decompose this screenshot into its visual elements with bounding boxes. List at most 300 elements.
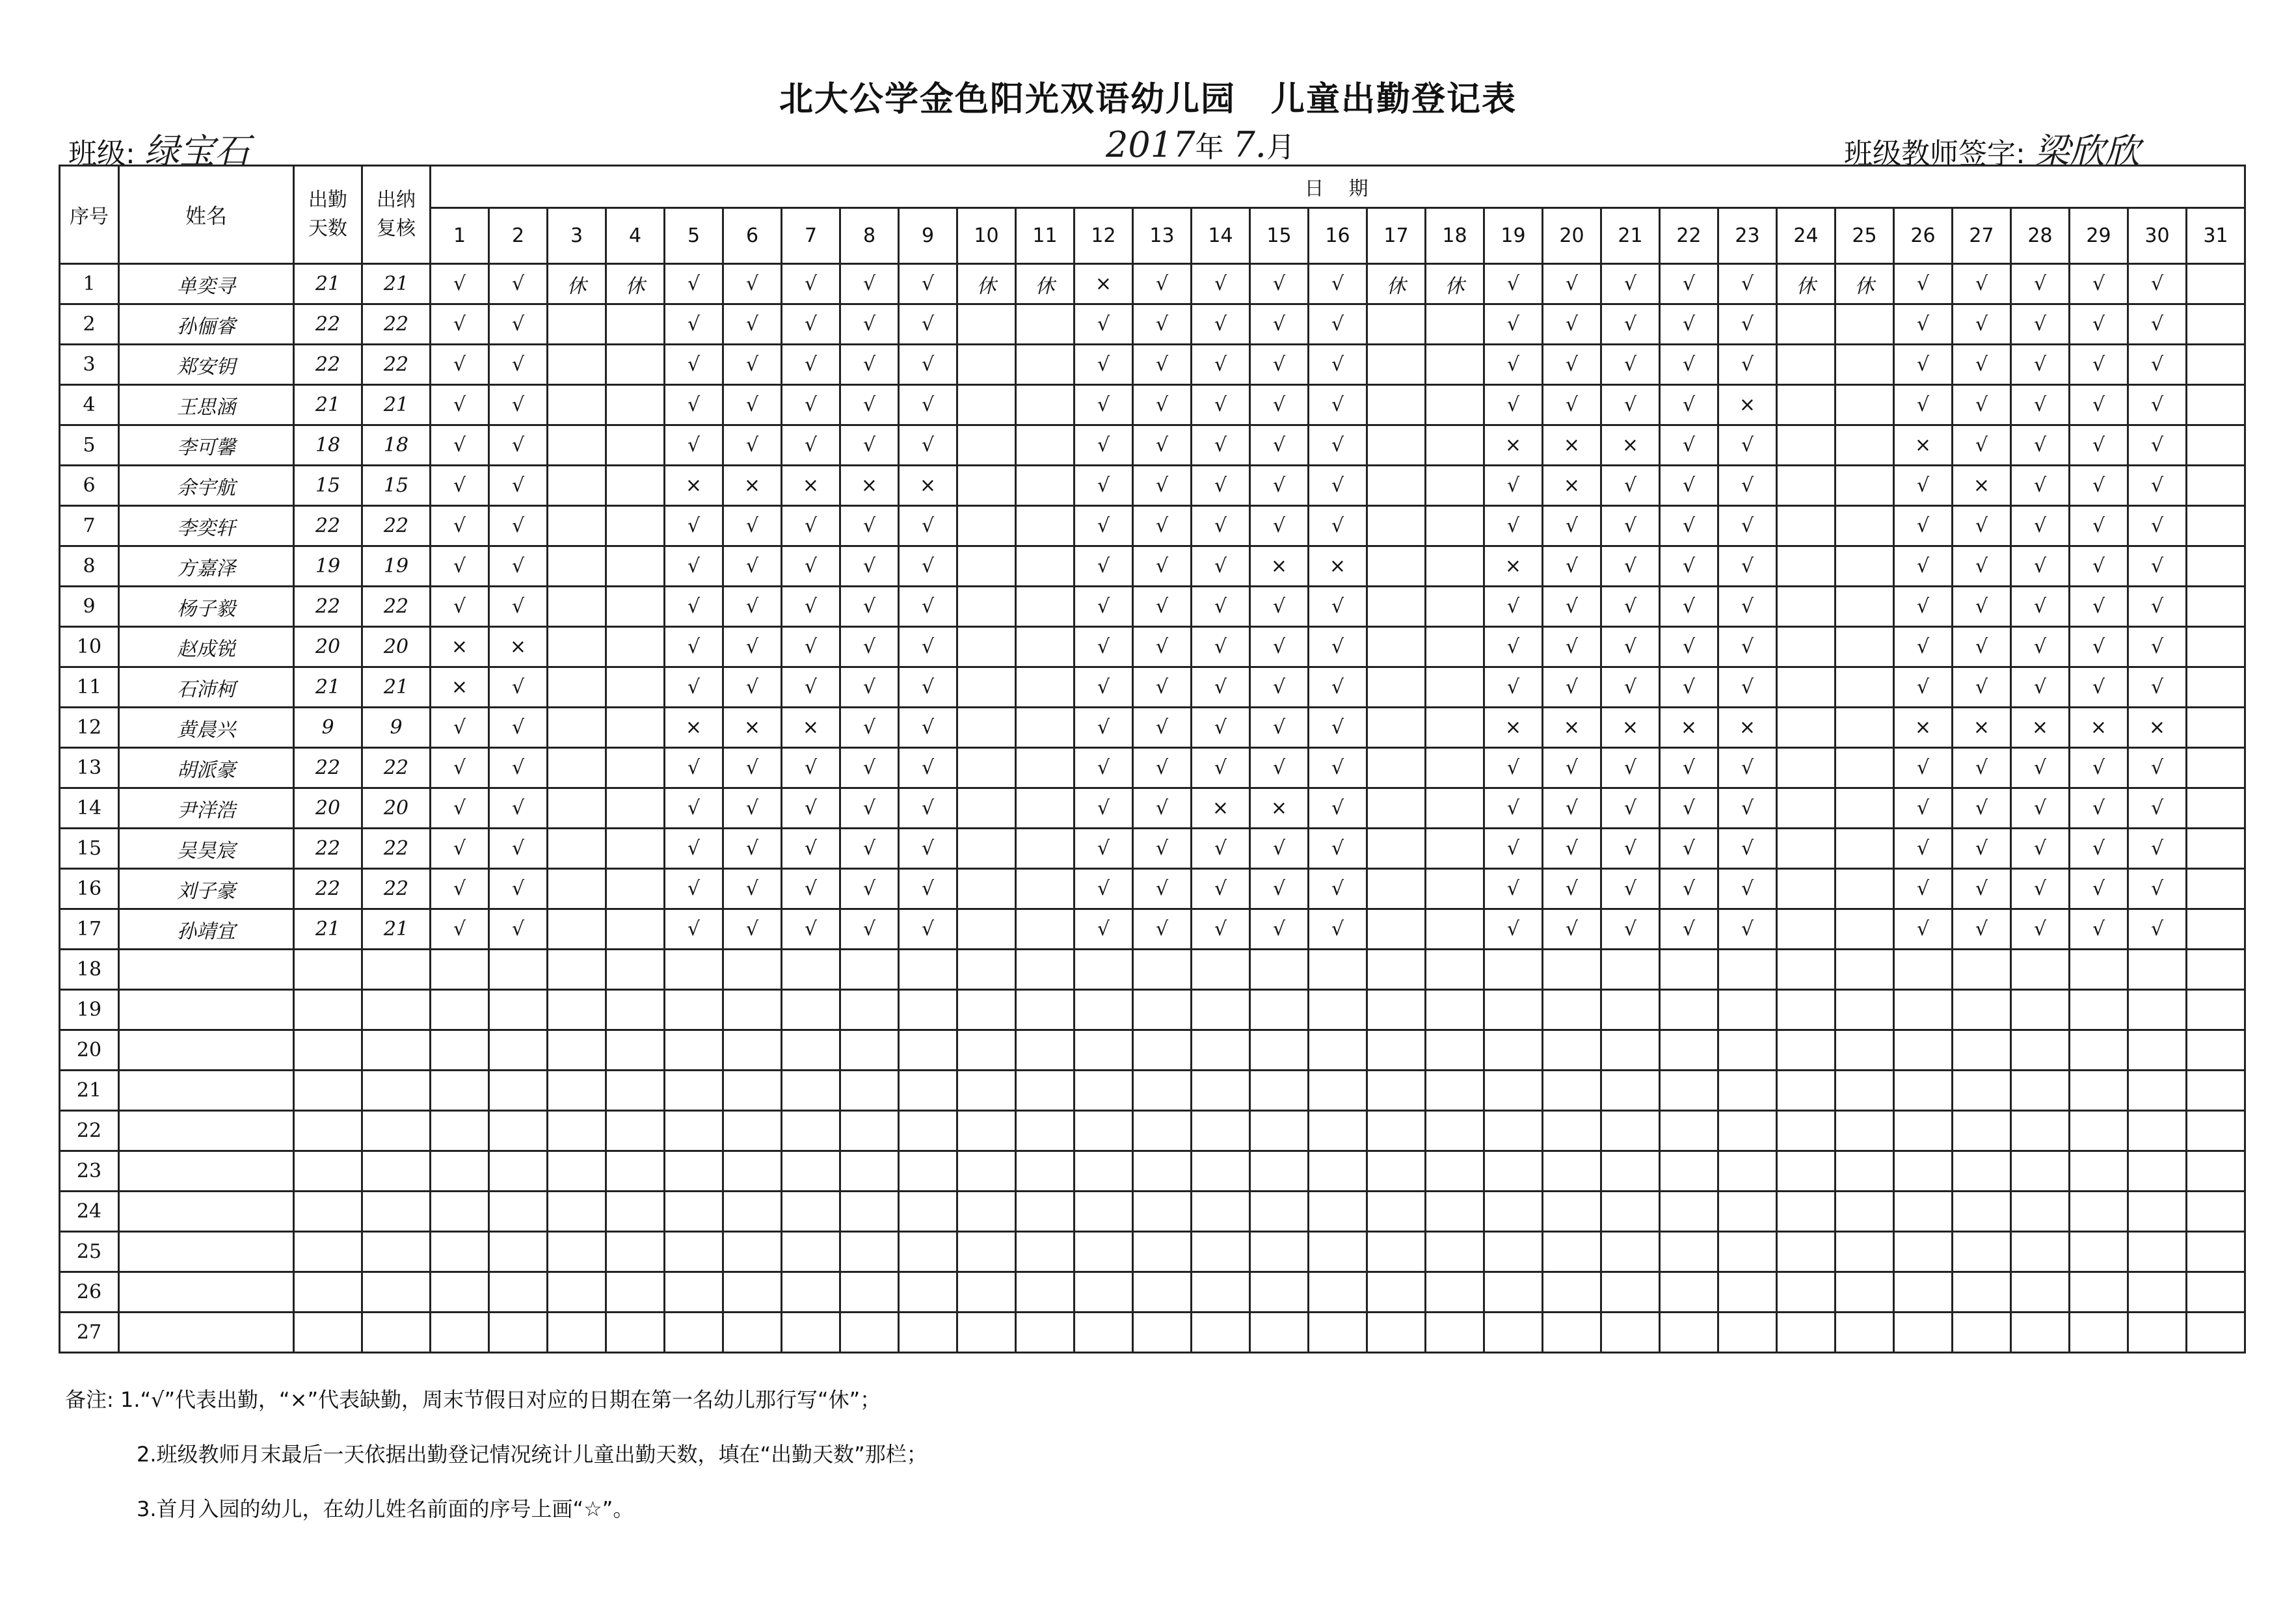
day-mark-18 (1426, 385, 1484, 425)
day-mark-6 (723, 1313, 782, 1353)
day-mark-16: √ (1309, 869, 1367, 909)
day-mark-20: √ (1543, 829, 1601, 869)
day-mark-15: √ (1250, 264, 1309, 304)
day-mark-22: √ (1660, 506, 1718, 546)
day-mark-4 (606, 1192, 665, 1232)
day-mark-9: √ (899, 829, 957, 869)
day-header-7: 7 (782, 208, 840, 264)
day-mark-7: √ (782, 385, 840, 425)
day-mark-8 (840, 1151, 899, 1192)
day-mark-25 (1835, 385, 1894, 425)
table-row (60, 788, 2245, 829)
day-mark-12: √ (1075, 708, 1133, 748)
day-mark-6 (723, 950, 782, 990)
day-mark-24 (1777, 1111, 1835, 1151)
row-review: 20 (362, 788, 431, 829)
day-mark-27: √ (1953, 788, 2011, 829)
day-mark-4 (606, 506, 665, 546)
day-mark-16: √ (1309, 829, 1367, 869)
day-mark-12: √ (1075, 909, 1133, 950)
day-mark-16: √ (1309, 304, 1367, 345)
day-mark-26 (1894, 1272, 1953, 1313)
day-mark-23 (1718, 1151, 1777, 1192)
day-mark-27: × (1953, 708, 2011, 748)
day-mark-8 (840, 1192, 899, 1232)
day-mark-7 (782, 1192, 840, 1232)
day-mark-25 (1835, 506, 1894, 546)
day-mark-25 (1835, 1313, 1894, 1353)
day-mark-5: √ (665, 667, 723, 708)
day-mark-9: √ (899, 345, 957, 385)
row-name: 吴昊宸 (119, 829, 294, 869)
day-mark-30 (2128, 1272, 2187, 1313)
day-mark-1: √ (431, 506, 489, 546)
day-mark-13: √ (1133, 829, 1192, 869)
day-mark-13: √ (1133, 506, 1192, 546)
row-review (362, 1313, 431, 1353)
row-review (362, 1151, 431, 1192)
day-mark-2: √ (489, 385, 548, 425)
day-mark-10 (957, 909, 1016, 950)
day-mark-5: × (665, 466, 723, 506)
day-mark-8 (840, 950, 899, 990)
day-mark-18 (1426, 345, 1484, 385)
day-mark-7: √ (782, 506, 840, 546)
day-mark-8 (840, 1272, 899, 1313)
day-header-14: 14 (1192, 208, 1250, 264)
day-mark-4 (606, 587, 665, 627)
day-mark-20: √ (1543, 748, 1601, 788)
day-mark-31 (2187, 950, 2245, 990)
day-mark-29: √ (2070, 304, 2128, 345)
day-mark-14: √ (1192, 627, 1250, 667)
day-mark-13: √ (1133, 627, 1192, 667)
day-mark-13 (1133, 990, 1192, 1030)
note-line-2: 2.班级教师月末最后一天依据出勤登记情况统计儿童出勤天数，填在“出勤天数”那栏； (137, 1442, 928, 1467)
day-mark-31 (2187, 385, 2245, 425)
day-mark-19 (1484, 990, 1543, 1030)
day-mark-16: √ (1309, 506, 1367, 546)
day-mark-28 (2011, 1232, 2070, 1272)
day-mark-18 (1426, 748, 1484, 788)
day-mark-7: √ (782, 587, 840, 627)
day-mark-18 (1426, 869, 1484, 909)
day-mark-15: √ (1250, 627, 1309, 667)
day-mark-4 (606, 1111, 665, 1151)
day-mark-20: √ (1543, 345, 1601, 385)
day-mark-8 (840, 1111, 899, 1151)
day-mark-27 (1953, 990, 2011, 1030)
table-row (60, 1071, 2245, 1111)
day-mark-27 (1953, 1071, 2011, 1111)
day-mark-21 (1601, 1313, 1660, 1353)
day-mark-28: × (2011, 708, 2070, 748)
day-mark-2 (489, 1111, 548, 1151)
day-mark-16: √ (1309, 748, 1367, 788)
day-mark-25 (1835, 950, 1894, 990)
day-mark-24 (1777, 829, 1835, 869)
year-unit: 年 (1195, 131, 1224, 164)
row-review (362, 1111, 431, 1151)
day-mark-9: √ (899, 627, 957, 667)
day-mark-28 (2011, 1313, 2070, 1353)
day-mark-11 (1016, 748, 1075, 788)
day-mark-5: √ (665, 546, 723, 587)
day-mark-15 (1250, 1030, 1309, 1071)
day-mark-10 (957, 304, 1016, 345)
day-mark-10 (957, 708, 1016, 748)
day-mark-18 (1426, 950, 1484, 990)
day-mark-24 (1777, 1313, 1835, 1353)
day-mark-5: √ (665, 385, 723, 425)
day-mark-16: √ (1309, 466, 1367, 506)
day-mark-12 (1075, 1151, 1133, 1192)
day-mark-13: √ (1133, 345, 1192, 385)
day-mark-27: √ (1953, 587, 2011, 627)
day-mark-23 (1718, 1071, 1777, 1111)
day-mark-1: √ (431, 748, 489, 788)
day-mark-9 (899, 1313, 957, 1353)
day-mark-25 (1835, 667, 1894, 708)
day-mark-17 (1367, 1192, 1426, 1232)
table-row (60, 1232, 2245, 1272)
table-row (60, 546, 2245, 587)
day-mark-13 (1133, 1151, 1192, 1192)
day-mark-20: √ (1543, 385, 1601, 425)
day-mark-31 (2187, 627, 2245, 667)
day-header-9: 9 (899, 208, 957, 264)
day-mark-29: √ (2070, 466, 2128, 506)
day-mark-13: √ (1133, 304, 1192, 345)
day-mark-24 (1777, 345, 1835, 385)
day-mark-17 (1367, 788, 1426, 829)
row-review (362, 950, 431, 990)
day-mark-31 (2187, 1192, 2245, 1232)
day-mark-31 (2187, 506, 2245, 546)
day-mark-7: √ (782, 748, 840, 788)
day-mark-8: √ (840, 264, 899, 304)
day-mark-1: √ (431, 425, 489, 466)
day-mark-6 (723, 1232, 782, 1272)
day-mark-26 (1894, 1232, 1953, 1272)
day-mark-7 (782, 1151, 840, 1192)
day-mark-3 (548, 1232, 606, 1272)
day-mark-12 (1075, 1192, 1133, 1232)
day-mark-22 (1660, 1151, 1718, 1192)
day-mark-19 (1484, 1313, 1543, 1353)
day-mark-3 (548, 869, 606, 909)
day-mark-20: √ (1543, 869, 1601, 909)
note-line-3: 3.首月入园的幼儿，在幼儿姓名前面的序号上画“☆”。 (137, 1497, 634, 1521)
day-mark-10 (957, 788, 1016, 829)
row-seq: 20 (60, 1030, 119, 1071)
day-mark-26: √ (1894, 909, 1953, 950)
day-mark-8: √ (840, 385, 899, 425)
day-mark-28 (2011, 1111, 2070, 1151)
day-mark-26: √ (1894, 587, 1953, 627)
day-mark-2: × (489, 627, 548, 667)
day-mark-27 (1953, 1111, 2011, 1151)
day-mark-7: √ (782, 264, 840, 304)
day-mark-5: √ (665, 627, 723, 667)
day-mark-29: √ (2070, 829, 2128, 869)
day-mark-3 (548, 708, 606, 748)
table-row (60, 950, 2245, 990)
row-name: 杨子毅 (119, 587, 294, 627)
row-name: 李奕轩 (119, 506, 294, 546)
day-mark-6 (723, 1030, 782, 1071)
day-mark-28: √ (2011, 385, 2070, 425)
day-mark-21: √ (1601, 869, 1660, 909)
day-mark-15 (1250, 950, 1309, 990)
day-mark-27 (1953, 1272, 2011, 1313)
day-header-23: 23 (1718, 208, 1777, 264)
day-mark-20: √ (1543, 546, 1601, 587)
day-mark-28 (2011, 1071, 2070, 1111)
day-mark-25 (1835, 1232, 1894, 1272)
day-mark-13 (1133, 1030, 1192, 1071)
day-mark-31 (2187, 667, 2245, 708)
day-mark-28: √ (2011, 748, 2070, 788)
day-mark-11 (1016, 466, 1075, 506)
day-mark-4 (606, 466, 665, 506)
day-mark-7 (782, 950, 840, 990)
day-mark-16 (1309, 1151, 1367, 1192)
day-mark-8: √ (840, 506, 899, 546)
day-mark-7 (782, 1232, 840, 1272)
day-mark-21 (1601, 1071, 1660, 1111)
day-mark-8: √ (840, 345, 899, 385)
day-mark-17 (1367, 1151, 1426, 1192)
day-mark-14: √ (1192, 506, 1250, 546)
day-mark-8: √ (840, 788, 899, 829)
day-mark-11 (1016, 788, 1075, 829)
day-mark-26: √ (1894, 385, 1953, 425)
day-mark-26: √ (1894, 748, 1953, 788)
day-mark-11 (1016, 1272, 1075, 1313)
day-mark-26: √ (1894, 788, 1953, 829)
day-mark-14: √ (1192, 667, 1250, 708)
day-mark-7 (782, 1071, 840, 1111)
day-mark-7: √ (782, 546, 840, 587)
day-mark-31 (2187, 425, 2245, 466)
day-mark-11 (1016, 950, 1075, 990)
day-mark-4 (606, 829, 665, 869)
day-mark-24 (1777, 1030, 1835, 1071)
day-mark-22: √ (1660, 345, 1718, 385)
day-mark-21 (1601, 1030, 1660, 1071)
day-mark-25 (1835, 546, 1894, 587)
day-mark-30: √ (2128, 788, 2187, 829)
day-mark-5: √ (665, 869, 723, 909)
day-mark-9 (899, 1071, 957, 1111)
day-mark-12 (1075, 1071, 1133, 1111)
row-attendance-days: 21 (294, 667, 362, 708)
day-mark-17 (1367, 466, 1426, 506)
day-mark-19 (1484, 1151, 1543, 1192)
day-mark-17 (1367, 869, 1426, 909)
day-mark-2 (489, 1232, 548, 1272)
day-mark-23 (1718, 1232, 1777, 1272)
day-mark-1 (431, 1272, 489, 1313)
row-review: 15 (362, 466, 431, 506)
day-mark-8: √ (840, 425, 899, 466)
day-mark-2: √ (489, 708, 548, 748)
day-mark-31 (2187, 788, 2245, 829)
day-mark-11 (1016, 909, 1075, 950)
day-mark-20: × (1543, 425, 1601, 466)
table-row (60, 506, 2245, 546)
day-mark-31 (2187, 909, 2245, 950)
day-mark-5 (665, 1030, 723, 1071)
day-mark-23: √ (1718, 304, 1777, 345)
day-mark-14: × (1192, 788, 1250, 829)
day-mark-2: √ (489, 869, 548, 909)
day-mark-23: √ (1718, 667, 1777, 708)
day-mark-18 (1426, 1192, 1484, 1232)
day-mark-5 (665, 1151, 723, 1192)
day-mark-12: √ (1075, 869, 1133, 909)
row-seq: 5 (60, 425, 119, 466)
day-mark-8: √ (840, 546, 899, 587)
day-mark-31 (2187, 708, 2245, 748)
day-mark-10 (957, 748, 1016, 788)
day-mark-31 (2187, 264, 2245, 304)
day-mark-27 (1953, 1192, 2011, 1232)
day-header-22: 22 (1660, 208, 1718, 264)
table-body (60, 264, 2245, 1353)
row-seq: 25 (60, 1232, 119, 1272)
day-mark-1: √ (431, 708, 489, 748)
day-mark-19: √ (1484, 304, 1543, 345)
date-header: 日 期 (431, 166, 2245, 208)
day-mark-10 (957, 506, 1016, 546)
day-mark-2: √ (489, 748, 548, 788)
day-mark-17: 休 (1367, 264, 1426, 304)
day-mark-24 (1777, 627, 1835, 667)
day-mark-15: √ (1250, 748, 1309, 788)
day-mark-1: √ (431, 869, 489, 909)
table-row (60, 1313, 2245, 1353)
notes-section (65, 1372, 928, 1536)
day-mark-4 (606, 425, 665, 466)
row-seq: 15 (60, 829, 119, 869)
day-mark-18 (1426, 425, 1484, 466)
day-mark-3 (548, 546, 606, 587)
day-mark-26: √ (1894, 304, 1953, 345)
day-mark-22 (1660, 1272, 1718, 1313)
day-mark-30: √ (2128, 869, 2187, 909)
day-mark-21: √ (1601, 667, 1660, 708)
day-mark-3 (548, 587, 606, 627)
day-mark-4 (606, 748, 665, 788)
day-mark-29: √ (2070, 345, 2128, 385)
day-mark-28: √ (2011, 869, 2070, 909)
day-mark-4 (606, 990, 665, 1030)
day-mark-4 (606, 1030, 665, 1071)
day-mark-24 (1777, 1272, 1835, 1313)
day-mark-14: √ (1192, 466, 1250, 506)
row-name: 单奕寻 (119, 264, 294, 304)
day-mark-31 (2187, 829, 2245, 869)
day-mark-26 (1894, 1030, 1953, 1071)
row-seq: 3 (60, 345, 119, 385)
day-mark-17 (1367, 1071, 1426, 1111)
day-mark-5: √ (665, 748, 723, 788)
day-mark-3 (548, 1071, 606, 1111)
day-mark-12: √ (1075, 788, 1133, 829)
row-attendance-days: 19 (294, 546, 362, 587)
review-header: 出纳 复核 (362, 166, 431, 264)
teacher-label: 班级教师签字: (1844, 137, 2025, 170)
day-mark-15: √ (1250, 829, 1309, 869)
day-mark-2: √ (489, 667, 548, 708)
day-mark-7: × (782, 466, 840, 506)
day-mark-5: √ (665, 788, 723, 829)
day-mark-22: √ (1660, 425, 1718, 466)
day-mark-1: × (431, 627, 489, 667)
day-mark-19 (1484, 950, 1543, 990)
day-mark-26 (1894, 950, 1953, 990)
day-mark-14: √ (1192, 587, 1250, 627)
day-mark-14 (1192, 1151, 1250, 1192)
day-mark-1 (431, 950, 489, 990)
row-review: 22 (362, 869, 431, 909)
day-mark-4 (606, 546, 665, 587)
day-mark-21: √ (1601, 587, 1660, 627)
day-mark-18 (1426, 1151, 1484, 1192)
day-mark-25 (1835, 345, 1894, 385)
row-seq: 18 (60, 950, 119, 990)
day-mark-29: √ (2070, 748, 2128, 788)
day-mark-30: √ (2128, 829, 2187, 869)
day-mark-28: √ (2011, 627, 2070, 667)
day-mark-21 (1601, 1192, 1660, 1232)
day-mark-24 (1777, 990, 1835, 1030)
day-mark-25 (1835, 869, 1894, 909)
day-mark-9: √ (899, 708, 957, 748)
day-mark-25 (1835, 829, 1894, 869)
day-mark-28: √ (2011, 667, 2070, 708)
day-mark-17 (1367, 345, 1426, 385)
day-mark-16 (1309, 1313, 1367, 1353)
day-mark-11 (1016, 546, 1075, 587)
day-mark-23 (1718, 1030, 1777, 1071)
day-mark-16 (1309, 1030, 1367, 1071)
day-mark-12: √ (1075, 627, 1133, 667)
day-mark-28 (2011, 950, 2070, 990)
day-mark-25 (1835, 466, 1894, 506)
day-mark-27 (1953, 1232, 2011, 1272)
day-mark-2 (489, 1030, 548, 1071)
day-mark-11 (1016, 1030, 1075, 1071)
day-mark-15 (1250, 1272, 1309, 1313)
day-header-16: 16 (1309, 208, 1367, 264)
day-mark-1: √ (431, 546, 489, 587)
day-mark-5: √ (665, 506, 723, 546)
row-attendance-days: 15 (294, 466, 362, 506)
day-mark-18 (1426, 1272, 1484, 1313)
day-mark-24 (1777, 506, 1835, 546)
day-mark-10 (957, 990, 1016, 1030)
day-mark-27: √ (1953, 546, 2011, 587)
day-mark-15: √ (1250, 385, 1309, 425)
day-mark-22 (1660, 1071, 1718, 1111)
day-mark-20: × (1543, 708, 1601, 748)
day-mark-6: √ (723, 546, 782, 587)
day-mark-21: √ (1601, 385, 1660, 425)
day-mark-11 (1016, 869, 1075, 909)
